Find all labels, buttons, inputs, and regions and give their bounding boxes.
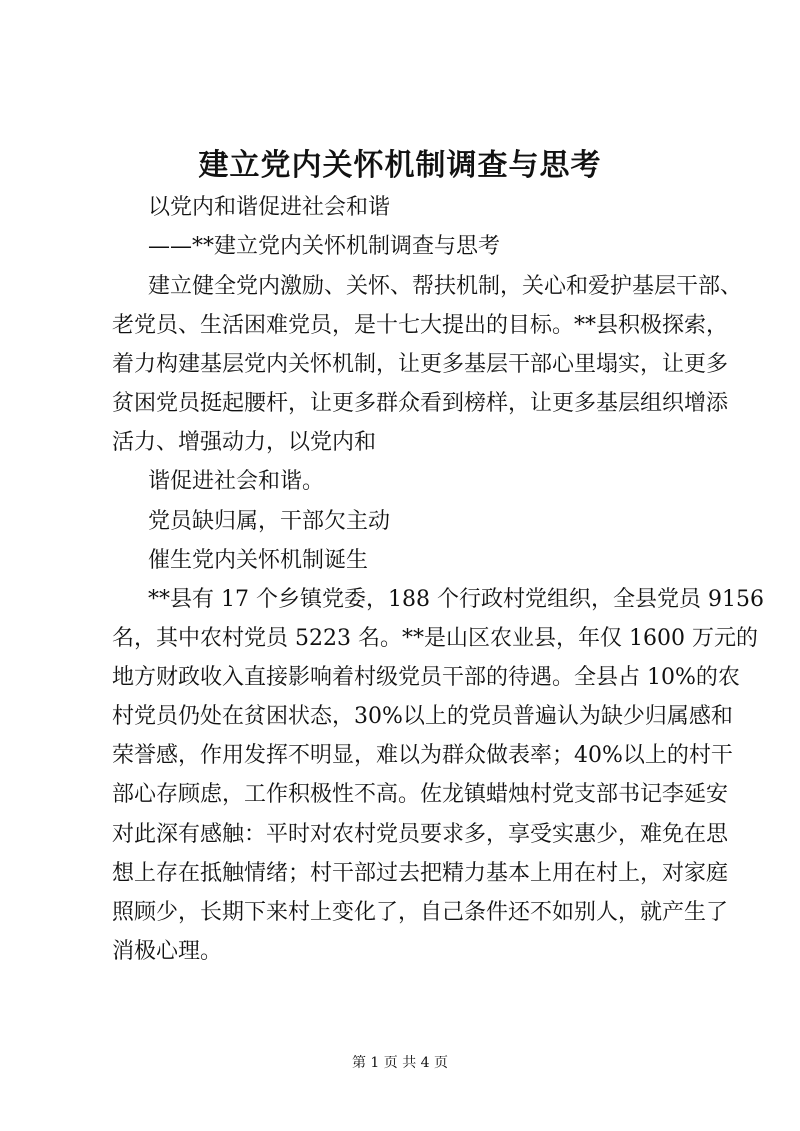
subtitle-dash-line: ——**建立党内关怀机制调查与思考 (148, 234, 501, 259)
paragraph-line: 对此深有感触：平时对农村党员要求多，享受实惠少，难免在思 (112, 822, 729, 847)
paragraph-line: 谐促进社会和谐。 (148, 469, 325, 494)
document-title: 建立党内关怀机制调查与思考 (198, 148, 602, 183)
paragraph-line: 地方财政收入直接影响着村级党员干部的待遇。全县占 10%的农 (112, 665, 740, 690)
paragraph-line: 建立健全党内激励、关怀、帮扶机制，关心和爱护基层干部、 (148, 274, 743, 299)
paragraph-line: 村党员仍处在贫困状态，30%以上的党员普遍认为缺少归属感和 (112, 704, 733, 729)
section-heading-line: 催生党内关怀机制诞生 (148, 548, 369, 573)
paragraph-line: 老党员、生活困难党员，是十七大提出的目标。**县积极探索， (112, 313, 729, 338)
paragraph-line: 名，其中农村党员 5223 名。**是山区农业县，年仅 1600 万元的 (112, 626, 758, 651)
paragraph-line: 消极心理。 (112, 939, 223, 964)
paragraph-line: **县有 17 个乡镇党委，188 个行政村党组织，全县党员 9156 (148, 587, 764, 612)
subtitle-line: 以党内和谐促进社会和谐 (148, 195, 391, 220)
page-number-footer: 第 1 页 共 4 页 (351, 1055, 449, 1071)
paragraph-line: 贫困党员挺起腰杆，让更多群众看到榜样，让更多基层组织增添 (112, 391, 729, 416)
paragraph-line: 荣誉感，作用发挥不明显，难以为群众做表率；40%以上的村干 (112, 743, 733, 768)
paragraph-line: 照顾少，长期下来村上变化了，自己条件还不如别人，就产生了 (112, 900, 729, 925)
paragraph-line: 着力构建基层党内关怀机制，让更多基层干部心里塌实，让更多 (112, 352, 729, 377)
paragraph-line: 活力、增强动力，以党内和 (112, 430, 377, 455)
paragraph-line: 部心存顾虑，工作积极性不高。佐龙镇蜡烛村党支部书记李延安 (112, 782, 729, 807)
section-heading-line: 党员缺归属，干部欠主动 (148, 509, 391, 534)
paragraph-line: 想上存在抵触情绪；村干部过去把精力基本上用在村上，对家庭 (112, 861, 729, 886)
